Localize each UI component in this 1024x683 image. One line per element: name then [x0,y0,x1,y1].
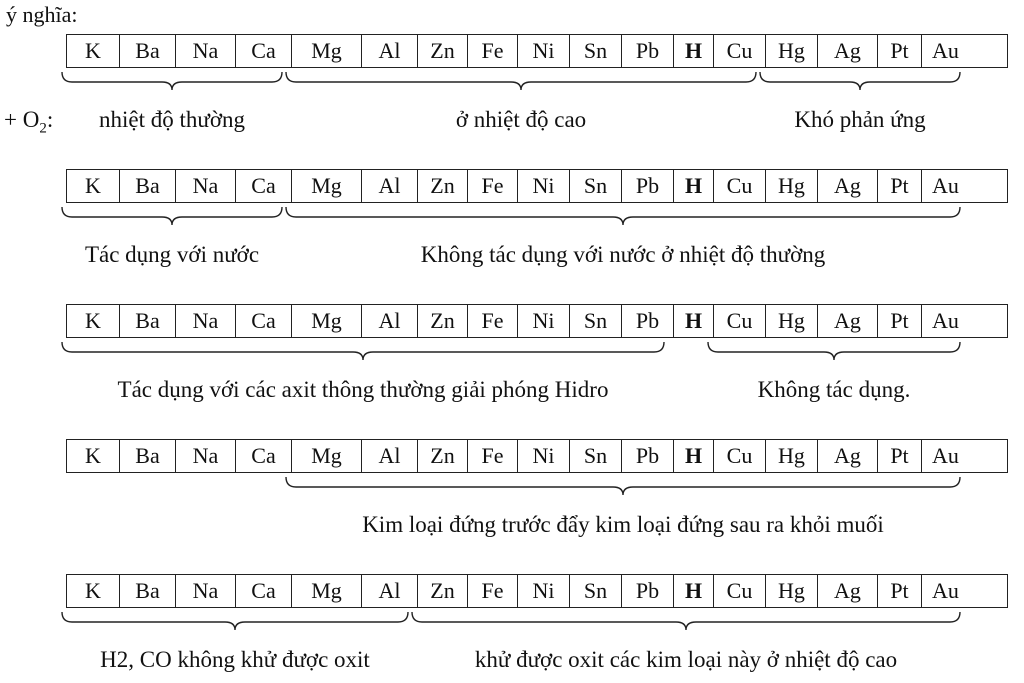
metal-cell-pb: Pb [621,575,673,607]
metal-cell-zn: Zn [417,440,467,472]
metal-cell-cu: Cu [713,305,765,337]
metal-series-row-3 [66,304,1008,338]
metal-cell-k: K [85,38,101,63]
group-label: khử được oxit các kim loại này ở nhiệt độ cao [474,647,898,672]
metal-cell-h: H [673,305,713,337]
heading: ý nghĩa: [6,2,78,27]
metal-cell-al: Al [361,35,417,67]
metal-cell-h: H [673,440,713,472]
metal-cell-mg: Mg [291,440,361,472]
metal-series-row-2 [66,169,1008,203]
metal-cell-sn: Sn [569,575,621,607]
metal-cell-pt: Pt [877,305,921,337]
group-brace [286,70,756,92]
metal-cell-au: Au [921,440,969,472]
metal-cell-pt: Pt [877,440,921,472]
metal-cell-ca: Ca [235,305,291,337]
group-brace [412,610,960,632]
metal-cell-ca: Ca [235,440,291,472]
metal-cell-k: K [85,308,101,333]
metal-cell-na: Na [175,35,235,67]
metal-cell-k: K [85,578,101,603]
metal-cell-h: H [673,35,713,67]
metal-series-row-1 [66,34,1008,68]
metal-cell-au: Au [921,170,969,202]
group-label: Không tác dụng. [757,377,911,402]
metal-cell-cu: Cu [713,35,765,67]
metal-cell-pt: Pt [877,575,921,607]
group-brace [62,340,664,362]
metal-cell-ag: Ag [817,35,877,67]
metal-cell-fe: Fe [467,440,517,472]
metal-cell-k: K [85,173,101,198]
metal-cell-ag: Ag [817,305,877,337]
metal-cell-fe: Fe [467,35,517,67]
metal-cell-k: K [85,443,101,468]
metal-cell-ca: Ca [235,575,291,607]
o2-prefix-label: + $O_2$: [4,107,54,137]
metal-cell-al: Al [361,305,417,337]
metal-cell-pb: Pb [621,305,673,337]
metal-cell-cu: Cu [713,575,765,607]
metal-cell-sn: Sn [569,440,621,472]
metal-cell-al: Al [361,440,417,472]
metal-cell-au: Au [921,575,969,607]
metal-cell-ni: Ni [517,35,569,67]
group-label: H2, CO không khử được oxit [100,647,370,672]
group-brace [62,205,282,227]
metal-cell-ca: Ca [235,170,291,202]
metal-cell-hg: Hg [765,440,817,472]
metal-cell-zn: Zn [417,305,467,337]
metal-cell-mg: Mg [291,575,361,607]
group-brace [286,205,960,227]
metal-cell-sn: Sn [569,35,621,67]
metal-cell-ni: Ni [517,170,569,202]
metal-cell-mg: Mg [291,35,361,67]
metal-cell-mg: Mg [291,170,361,202]
metal-cell-ni: Ni [517,305,569,337]
metal-cell-mg: Mg [291,305,361,337]
metal-cell-na: Na [175,170,235,202]
metal-cell-pt: Pt [877,35,921,67]
metal-cell-hg: Hg [765,305,817,337]
metal-cell-ba: Ba [119,35,175,67]
metal-series-row-4 [66,439,1008,473]
metal-cell-pt: Pt [877,170,921,202]
metal-cell-au: Au [921,35,969,67]
metal-cell-au: Au [921,305,969,337]
group-label: Khó phản ứng [794,107,926,132]
metal-cell-sn: Sn [569,305,621,337]
metal-cell-zn: Zn [417,170,467,202]
group-brace [708,340,960,362]
metal-cell-pb: Pb [621,440,673,472]
metal-cell-fe: Fe [467,305,517,337]
group-brace [760,70,960,92]
metal-cell-ba: Ba [119,305,175,337]
metal-cell-al: Al [361,170,417,202]
metal-cell-na: Na [175,575,235,607]
metal-cell-hg: Hg [765,35,817,67]
metal-cell-cu: Cu [713,440,765,472]
metal-cell-hg: Hg [765,170,817,202]
metal-cell-zn: Zn [417,35,467,67]
metal-cell-zn: Zn [417,575,467,607]
group-label: Không tác dụng với nước ở nhiệt độ thường [420,242,826,267]
metal-cell-h: H [673,575,713,607]
metal-cell-cu: Cu [713,170,765,202]
group-label: Tác dụng với các axit thông thường giải phóng Hidro [117,377,609,402]
group-label: ở nhiệt độ cao [455,107,587,132]
metal-cell-h: H [673,170,713,202]
group-brace [62,610,408,632]
metal-cell-fe: Fe [467,170,517,202]
metal-cell-ba: Ba [119,575,175,607]
group-brace [286,475,960,497]
metal-cell-sn: Sn [569,170,621,202]
metal-cell-ag: Ag [817,440,877,472]
group-label: nhiệt độ thường [98,107,245,132]
metal-cell-na: Na [175,440,235,472]
metal-cell-pb: Pb [621,170,673,202]
metal-cell-ag: Ag [817,575,877,607]
metal-cell-al: Al [361,575,417,607]
metal-cell-pb: Pb [621,35,673,67]
metal-cell-ba: Ba [119,170,175,202]
group-label: Tác dụng với nước [84,242,260,267]
metal-cell-ag: Ag [817,170,877,202]
group-label: Kim loại đứng trước đẩy kim loại đứng sau ra khỏi muối [362,512,884,537]
metal-cell-ba: Ba [119,440,175,472]
metal-cell-na: Na [175,305,235,337]
metal-cell-fe: Fe [467,575,517,607]
metal-cell-hg: Hg [765,575,817,607]
metal-series-row-5 [66,574,1008,608]
group-brace [62,70,282,92]
metal-cell-ca: Ca [235,35,291,67]
metal-cell-ni: Ni [517,440,569,472]
metal-cell-ni: Ni [517,575,569,607]
